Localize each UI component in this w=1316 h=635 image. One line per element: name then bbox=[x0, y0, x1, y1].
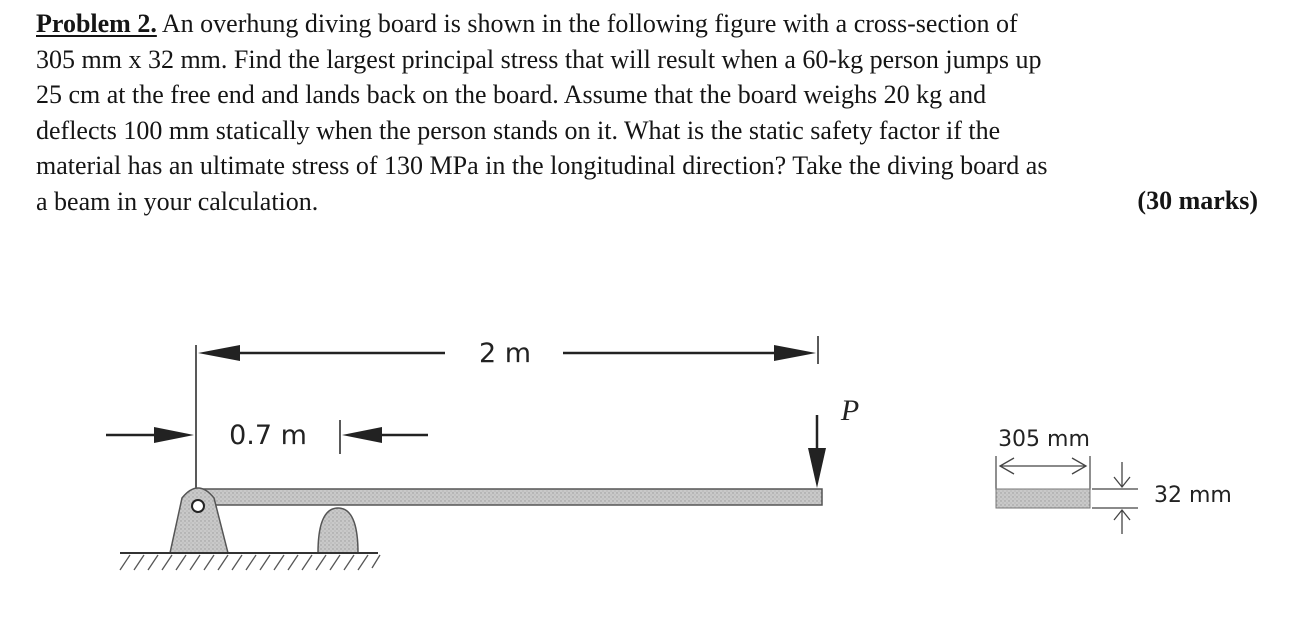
cross-section bbox=[996, 427, 1232, 534]
overhang-label: 0.7 m bbox=[229, 420, 307, 451]
problem-line-2: 305 mm x 32 mm. Find the largest principal stress that will result when a 60-kg person jumps up bbox=[36, 44, 1042, 74]
load-label: P bbox=[840, 394, 860, 427]
problem-line-3: 25 cm at the free end and lands back on the board. Assume that the board weighs 20 kg and bbox=[36, 80, 987, 109]
problem-text-1: An overhung diving board is shown in the following figure with a cross-section of bbox=[156, 9, 1018, 38]
problem-line-6: a beam in your calculation. bbox=[36, 186, 319, 216]
problem-line-5: material has an ultimate stress of 130 MPa in the longitudinal direction? Take the diving board as bbox=[36, 151, 1048, 180]
span-arrow-right bbox=[774, 345, 816, 361]
problem-line-4: deflects 100 mm statically when the person stands on it. What is the static safety factor if the bbox=[36, 115, 1001, 145]
problem-title: Problem 2. bbox=[36, 9, 157, 38]
span-dimension bbox=[196, 336, 818, 488]
thickness-label: 32 mm bbox=[1154, 483, 1232, 508]
span-label: 2 m bbox=[478, 338, 532, 369]
width-label: 305 mm bbox=[998, 427, 1090, 452]
ground-hatch bbox=[120, 553, 380, 570]
load-arrow bbox=[808, 394, 859, 488]
marks-label: (30 marks) bbox=[1137, 186, 1258, 215]
diving-board bbox=[196, 489, 822, 505]
cross-section-rect bbox=[996, 489, 1090, 508]
load-arrow-head bbox=[808, 448, 826, 488]
ground-hatch-strokes bbox=[120, 555, 380, 570]
overhang-dimension bbox=[106, 420, 428, 454]
fulcrum-support bbox=[318, 508, 358, 553]
pin-hole bbox=[192, 500, 204, 512]
overhang-arrow-left bbox=[154, 427, 194, 443]
span-arrow-left bbox=[198, 345, 240, 361]
